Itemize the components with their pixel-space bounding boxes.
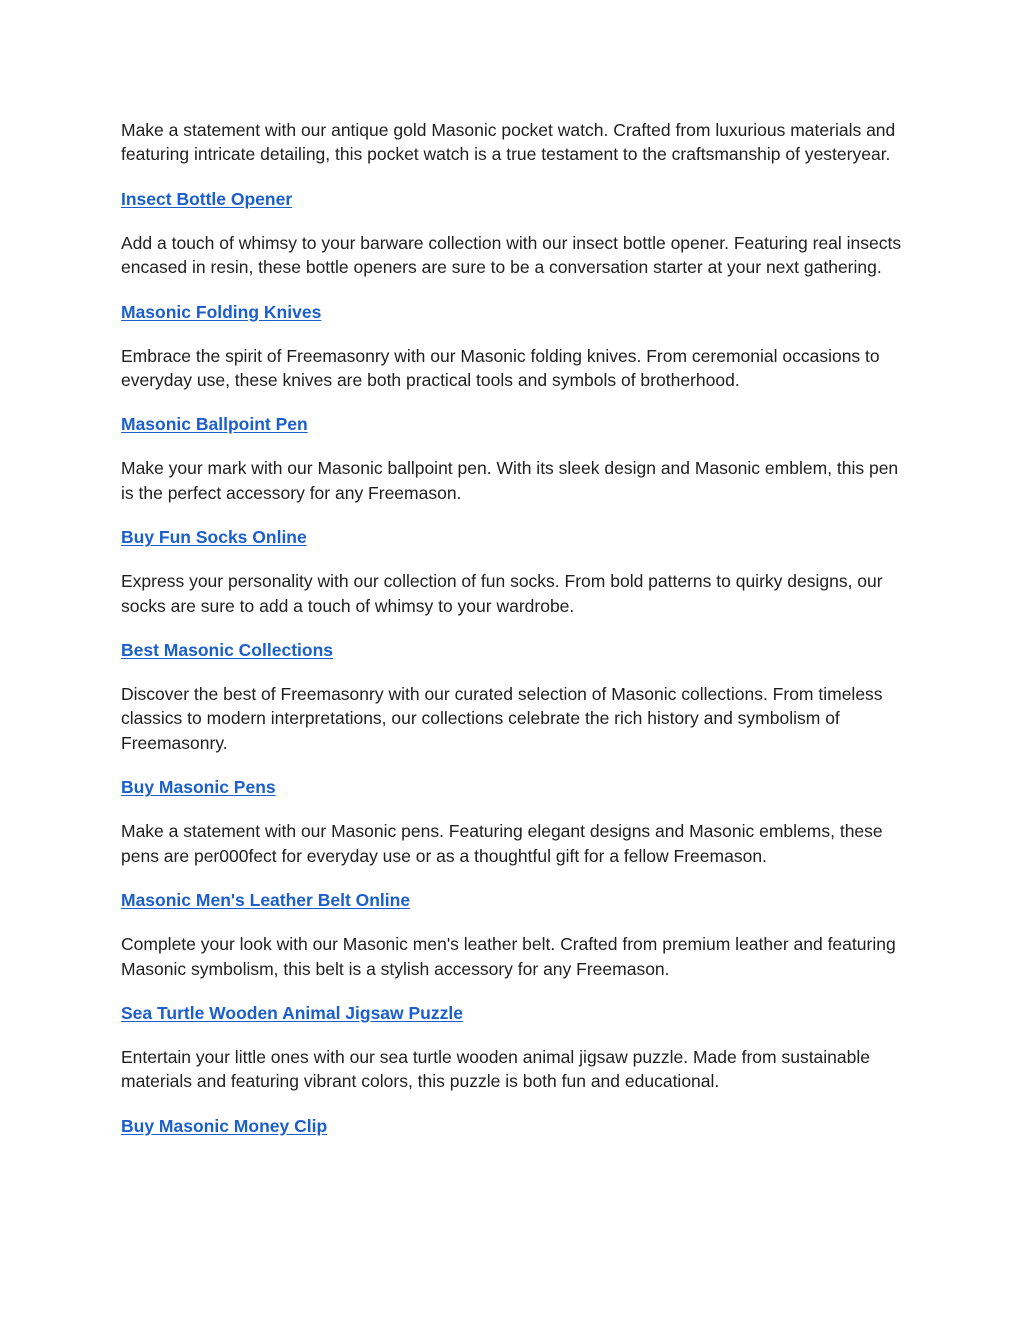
paragraph-masonic-mens-leather-belt-online: Complete your look with our Masonic men's leather belt. Crafted from premium leather and featuring Masonic symbolism, this belt is a stylish accessory for any Freemason. bbox=[121, 934, 896, 979]
link-buy-fun-socks-online[interactable]: Buy Fun Socks Online bbox=[121, 527, 307, 548]
paragraph-best-masonic-collections: Discover the best of Freemasonry with our curated selection of Masonic collections. From timeless classics to modern interpretations, our collections celebrate the rich history and symbolism of Freemasonry. bbox=[121, 684, 883, 753]
paragraph-masonic-ballpoint-pen: Make your mark with our Masonic ballpoint pen. With its sleek design and Masonic emblem, this pen is the perfect accessory for any Freemason. bbox=[121, 458, 899, 503]
paragraph-buy-fun-socks-online: Express your personality with our collection of fun socks. From bold patterns to quirky designs, our socks are sure to add a touch of whimsy to your wardrobe. bbox=[121, 571, 883, 616]
intro-paragraph: Make a statement with our antique gold Masonic pocket watch. Crafted from luxurious materials and featuring intricate detailing, this pocket watch is a true testament to the craftsmanship of yesteryear. bbox=[121, 120, 896, 165]
link-insect-bottle-opener[interactable]: Insect Bottle Opener bbox=[121, 188, 293, 209]
document-page bbox=[121, 118, 911, 1158]
link-masonic-ballpoint-pen[interactable]: Masonic Ballpoint Pen bbox=[121, 414, 308, 435]
link-sea-turtle-wooden-animal-jigsaw-puzzle[interactable]: Sea Turtle Wooden Animal Jigsaw Puzzle bbox=[121, 1002, 463, 1023]
link-masonic-folding-knives[interactable]: Masonic Folding Knives bbox=[121, 301, 322, 322]
link-buy-masonic-pens[interactable]: Buy Masonic Pens bbox=[121, 777, 276, 798]
paragraph-sea-turtle-wooden-animal-jigsaw-puzzle: Entertain your little ones with our sea turtle wooden animal jigsaw puzzle. Made from sustainable materials and featuring vibrant colors, this puzzle is both fun and educational. bbox=[121, 1046, 870, 1092]
link-masonic-mens-leather-belt-online[interactable]: Masonic Men's Leather Belt Online bbox=[121, 890, 411, 911]
link-buy-masonic-money-clip[interactable]: Buy Masonic Money Clip bbox=[121, 1115, 328, 1136]
link-best-masonic-collections[interactable]: Best Masonic Collections bbox=[121, 640, 333, 661]
paragraph-buy-masonic-pens: Make a statement with our Masonic pens. Featuring elegant designs and Masonic emblems, these pens are per000fect for everyday use or as a thoughtful gift for a fellow Freemason. bbox=[121, 821, 883, 866]
paragraph-masonic-folding-knives: Embrace the spirit of Freemasonry with our Masonic folding knives. From ceremonial occasions to everyday use, these knives are both practical tools and symbols of brotherhood. bbox=[121, 345, 880, 391]
paragraph-insect-bottle-opener: Add a touch of whimsy to your barware collection with our insect bottle opener. Featuring real insects encased in resin, these bottle openers are sure to be a conversation starter at your next gathering. bbox=[121, 232, 902, 278]
